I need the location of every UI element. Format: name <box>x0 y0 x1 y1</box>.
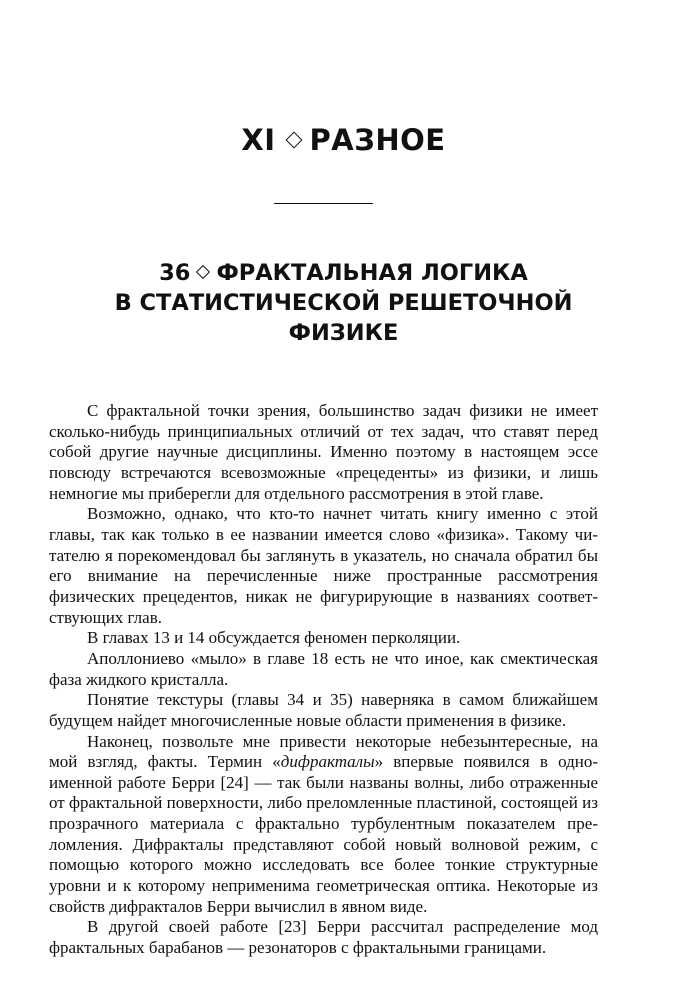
chapter-title-line: ФИЗИКЕ <box>288 320 399 346</box>
diamond-icon <box>196 264 210 278</box>
chapter-title-text: ФРАКТАЛЬНАЯ ЛОГИКА <box>216 260 528 286</box>
chapter-title <box>0 258 687 348</box>
paragraph: С фрактальной точки зрения, большинство задач физики не имеет сколько-нибудь принципиальных отличий от тех задач, что ставят перед собой другие научные дисциплины. Именно поэтому в настоящем эссе повсюду встречаются всевозможные «прецеденты» из физики, и лишь немногие мы приберегли для отдельного рассмотрения в этой главе. <box>49 401 598 503</box>
italic-term: дифракталы <box>280 752 375 772</box>
part-title <box>0 118 687 162</box>
part-name: РАЗНОЕ <box>309 123 446 157</box>
paragraph: Понятие текстуры (главы 34 и 35) наверняка в самом ближайшем будущем найдет многочисленные новые области применения в физике. <box>49 690 598 730</box>
diamond-icon <box>285 131 302 148</box>
paragraph: Аполлониево «мыло» в главе 18 есть не что иное, как смектическая фаза жидкого кристалла. <box>49 648 598 689</box>
paragraph-text: » впервые появился в одноименной работе Берри [24] — так были названы волны, либо отраженные от фрактальной поверхности, либо преломленные пластиной, состоящей из прозрачного материала с фрактально турбулентным показателем преломления. Дифракталы представляют собой новый волновой режим, с помощью которого можно исследовать все более тонкие структурные уровни и к которому неприменима геометрическая оптика. Некоторые из свойств дифракталов Берри вычислил в явном виде. <box>49 752 598 916</box>
paragraph: В главах 13 и 14 обсуждается феномен перколяции. <box>87 628 461 648</box>
chapter-number: 36 <box>159 260 191 286</box>
paragraph-text: Наконец, позвольте мне привести некоторые небезынтересные, на мой взгляд, факты. Термин « <box>49 731 598 772</box>
divider-rule <box>274 203 373 204</box>
body-text <box>49 401 598 959</box>
part-number: XI <box>241 123 276 157</box>
paragraph <box>49 732 598 918</box>
chapter-title-line: В СТАТИСТИЧЕСКОЙ РЕШЕТОЧНОЙ <box>114 290 573 316</box>
paragraph: Возможно, однако, что кто-то начнет читать книгу именно с этой главы, так как только в ее названии имеется слово «физика». Такому читателю я порекомендовал бы заглянуть в указатель, но сначала обратил бы его внимание на перечисленные ниже пространные рассмотрения физических прецедентов, никак не фигурирующие в названиях соответствующих глав. <box>49 504 598 627</box>
paragraph: В другой своей работе [23] Берри рассчитал распределение мод фрактальных барабанов — резонаторов с фрактальными границами. <box>49 917 598 958</box>
chapter-title-line <box>0 258 687 288</box>
